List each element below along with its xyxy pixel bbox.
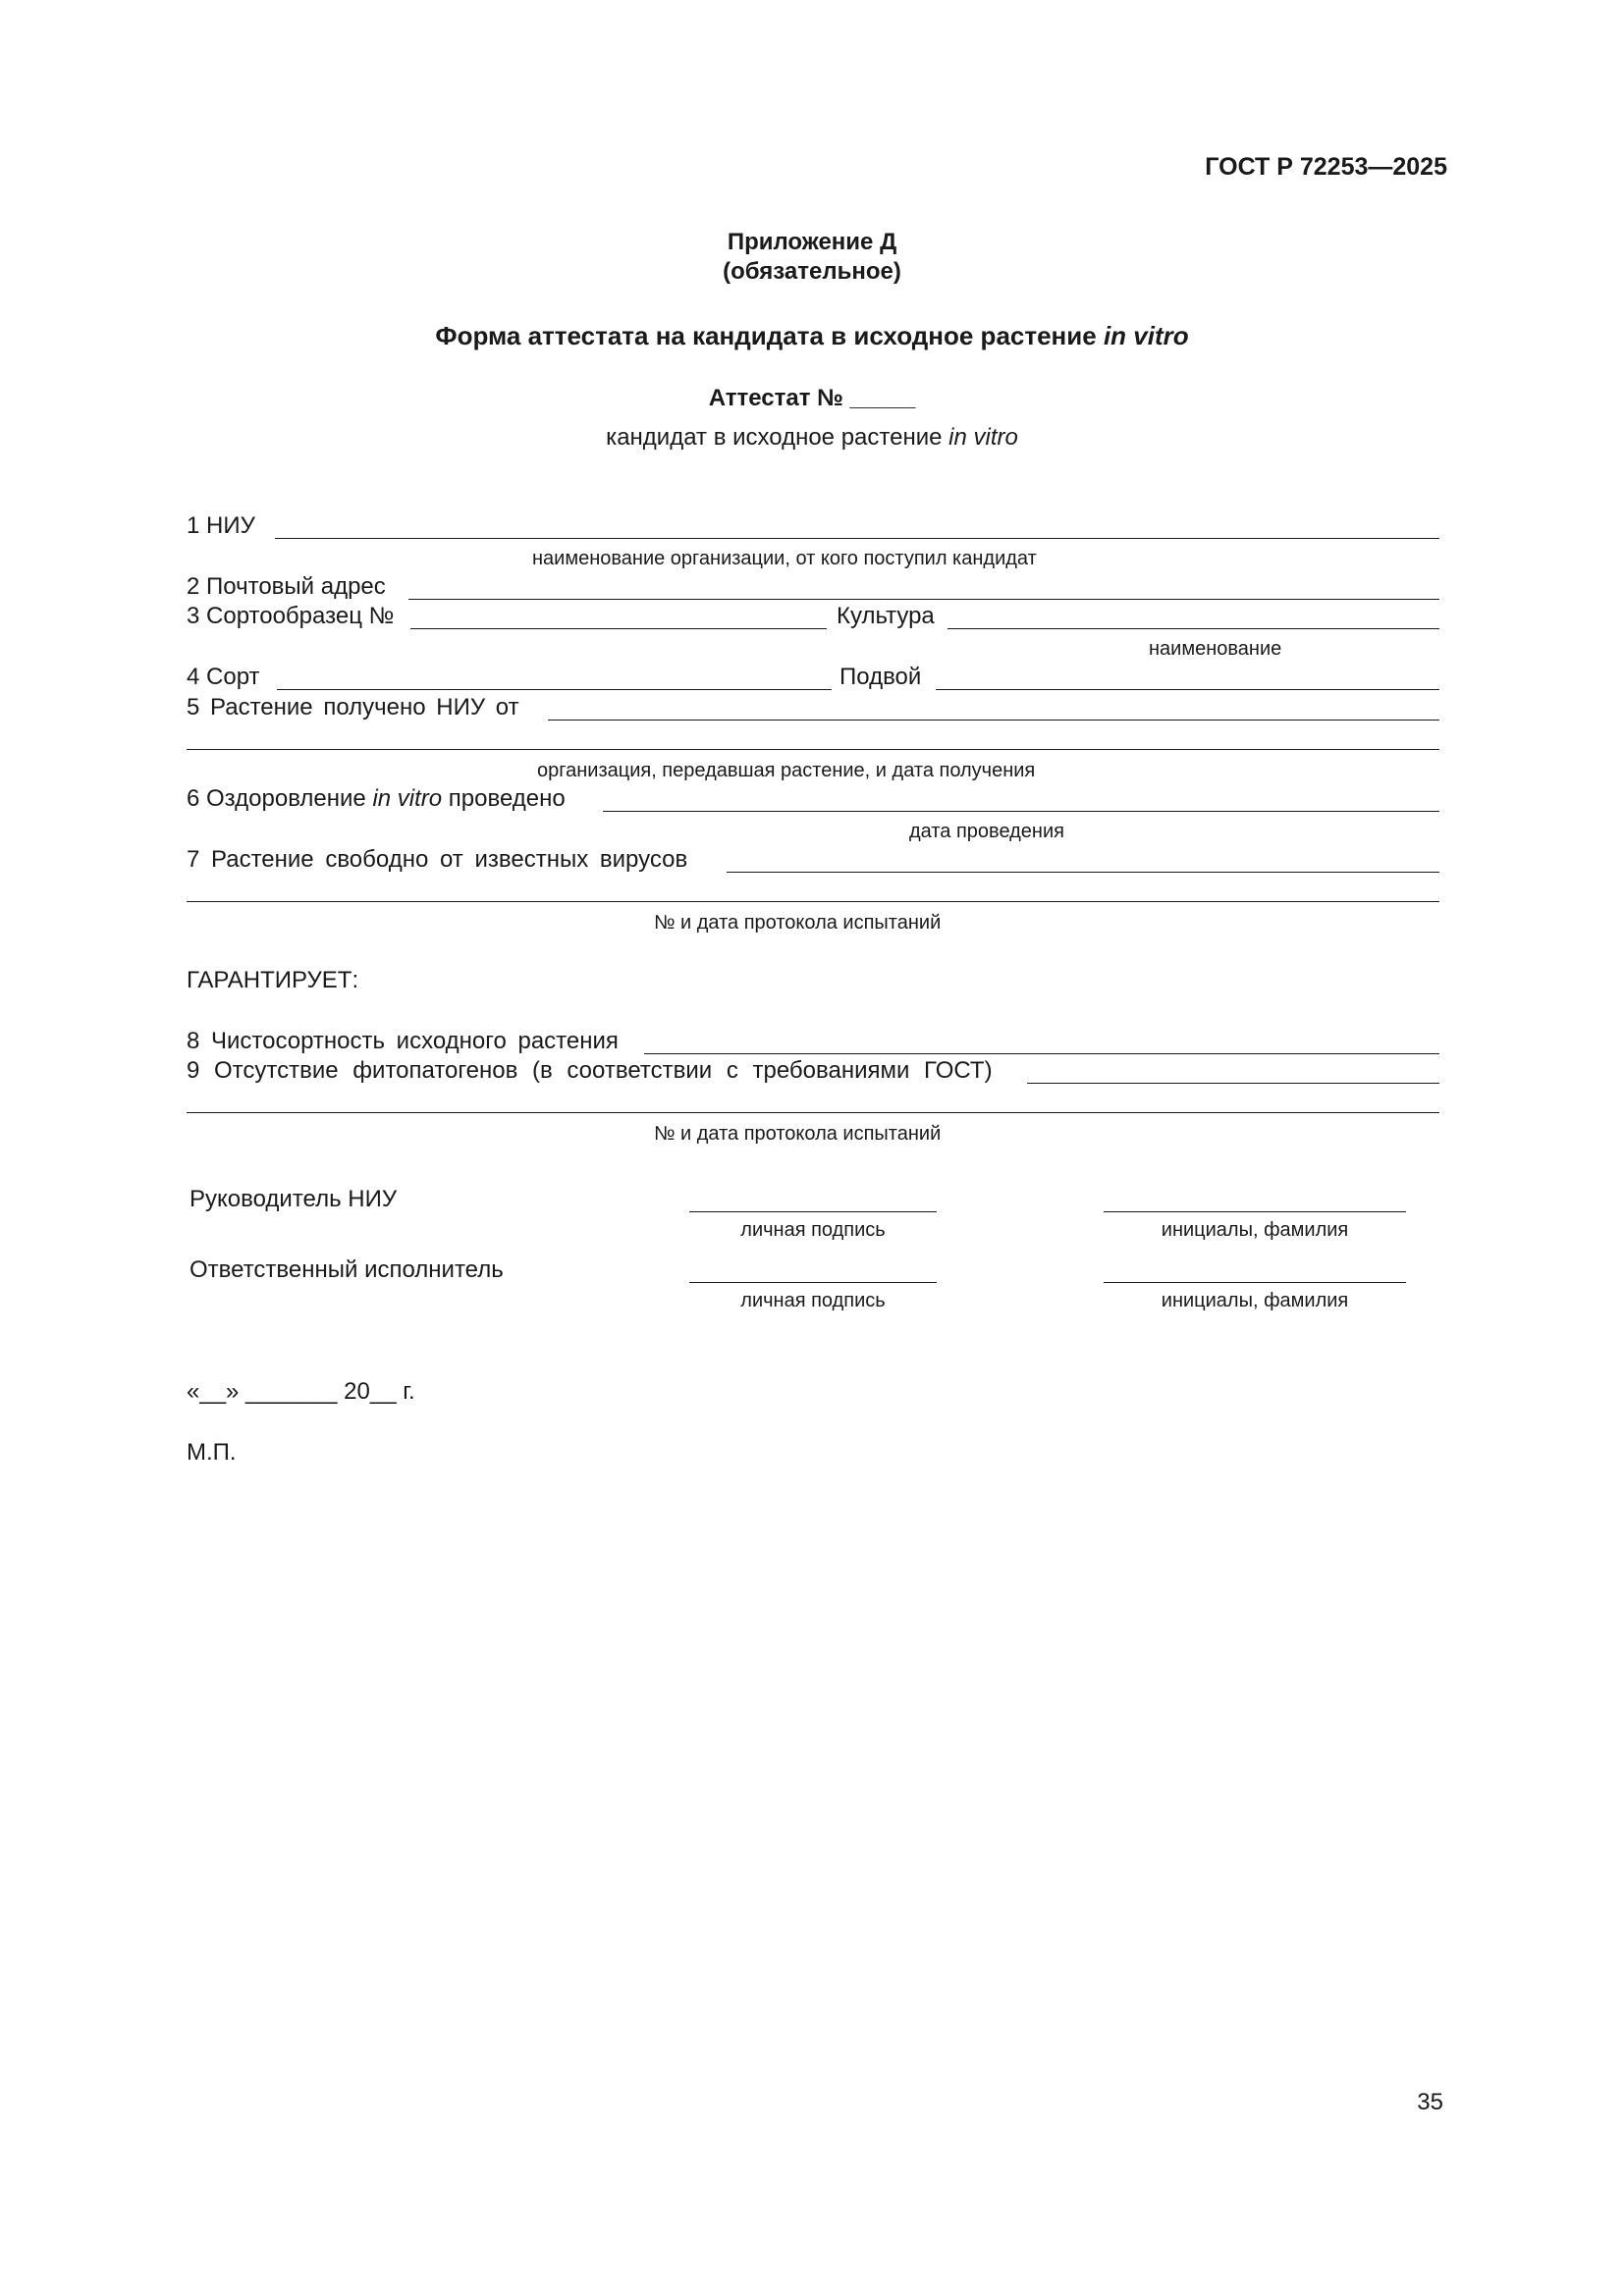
- field-4-rootstock-line[interactable]: [936, 689, 1439, 690]
- field-5-line-2[interactable]: [187, 749, 1439, 750]
- page-number: 35: [1417, 2089, 1443, 2115]
- field-5-line[interactable]: [548, 720, 1439, 721]
- field-9-caption: № и дата протокола испытаний: [654, 1123, 942, 1145]
- certificate-heading: Аттестат № _____: [708, 385, 916, 411]
- field-5-label: 5 Растение получено НИУ от: [187, 694, 519, 721]
- field-7-line-2[interactable]: [187, 901, 1439, 902]
- field-2-line[interactable]: [408, 599, 1439, 600]
- date-line: «__» _______ 20__ г.: [187, 1378, 415, 1405]
- field-3-culture-label: Культура: [837, 603, 935, 629]
- field-6-label-italic: in vitro: [372, 785, 443, 812]
- appendix-title: Приложение Д: [727, 229, 897, 255]
- field-4-rootstock-label: Подвой: [839, 664, 922, 690]
- field-1-caption: наименование организации, от кого поступил кандидат: [532, 548, 1037, 569]
- field-6-label-text: 6 Оздоровление: [187, 785, 373, 812]
- field-2-label: 2 Почтовый адрес: [187, 573, 386, 600]
- field-6-caption: дата проведения: [909, 821, 1064, 842]
- form-title-text: Форма аттестата на кандидата в исходное растение: [435, 321, 1104, 350]
- head-label: Руководитель НИУ: [189, 1186, 398, 1212]
- field-4-variety-line[interactable]: [277, 689, 832, 690]
- field-8-line[interactable]: [644, 1053, 1439, 1054]
- executor-name-line[interactable]: [1104, 1282, 1406, 1283]
- appendix-status: (обязательное): [723, 258, 901, 285]
- field-3-number-line[interactable]: [410, 628, 827, 629]
- head-name-caption: инициалы, фамилия: [1161, 1219, 1349, 1241]
- field-7-line[interactable]: [727, 872, 1439, 873]
- field-3-caption: наименование: [1149, 638, 1282, 660]
- executor-name-caption: инициалы, фамилия: [1161, 1290, 1349, 1311]
- head-signature-line[interactable]: [689, 1211, 937, 1212]
- executor-label: Ответственный исполнитель: [189, 1256, 504, 1283]
- field-9-line[interactable]: [1027, 1083, 1439, 1084]
- form-title-italic: in vitro: [1103, 321, 1189, 350]
- field-4-label: 4 Сорт: [187, 664, 260, 690]
- field-6-line[interactable]: [603, 811, 1439, 812]
- field-3-label: 3 Сортообразец №: [187, 603, 395, 629]
- guarantee-heading: ГАРАНТИРУЕТ:: [187, 967, 359, 993]
- stamp-label: М.П.: [187, 1439, 237, 1466]
- head-name-line[interactable]: [1104, 1211, 1406, 1212]
- head-signature-caption: личная подпись: [740, 1219, 886, 1241]
- certificate-subtitle: [0, 424, 1624, 452]
- doc-number: ГОСТ Р 72253—2025: [1205, 153, 1447, 181]
- field-7-caption: № и дата протокола испытаний: [654, 912, 942, 934]
- field-8-label: 8 Чистосортность исходного растения: [187, 1028, 619, 1054]
- certificate-subtitle-italic: in vitro: [948, 424, 1018, 451]
- field-6-label-rest: проведено: [442, 785, 566, 812]
- executor-signature-caption: личная подпись: [740, 1290, 886, 1311]
- field-9-line-2[interactable]: [187, 1112, 1439, 1113]
- executor-signature-line[interactable]: [689, 1282, 937, 1283]
- field-7-label: 7 Растение свободно от известных вирусов: [187, 846, 688, 873]
- field-5-caption: организация, передавшая растение, и дата получения: [537, 760, 1036, 781]
- certificate-subtitle-text: кандидат в исходное растение: [606, 424, 949, 451]
- field-6-label: [187, 785, 566, 813]
- field-1-label: 1 НИУ: [187, 512, 255, 539]
- field-3-culture-line[interactable]: [947, 628, 1439, 629]
- field-9-label: 9 Отсутствие фитопатогенов (в соответствии с требованиями ГОСТ): [187, 1057, 993, 1084]
- form-title: [0, 321, 1624, 351]
- field-1-line[interactable]: [275, 538, 1439, 539]
